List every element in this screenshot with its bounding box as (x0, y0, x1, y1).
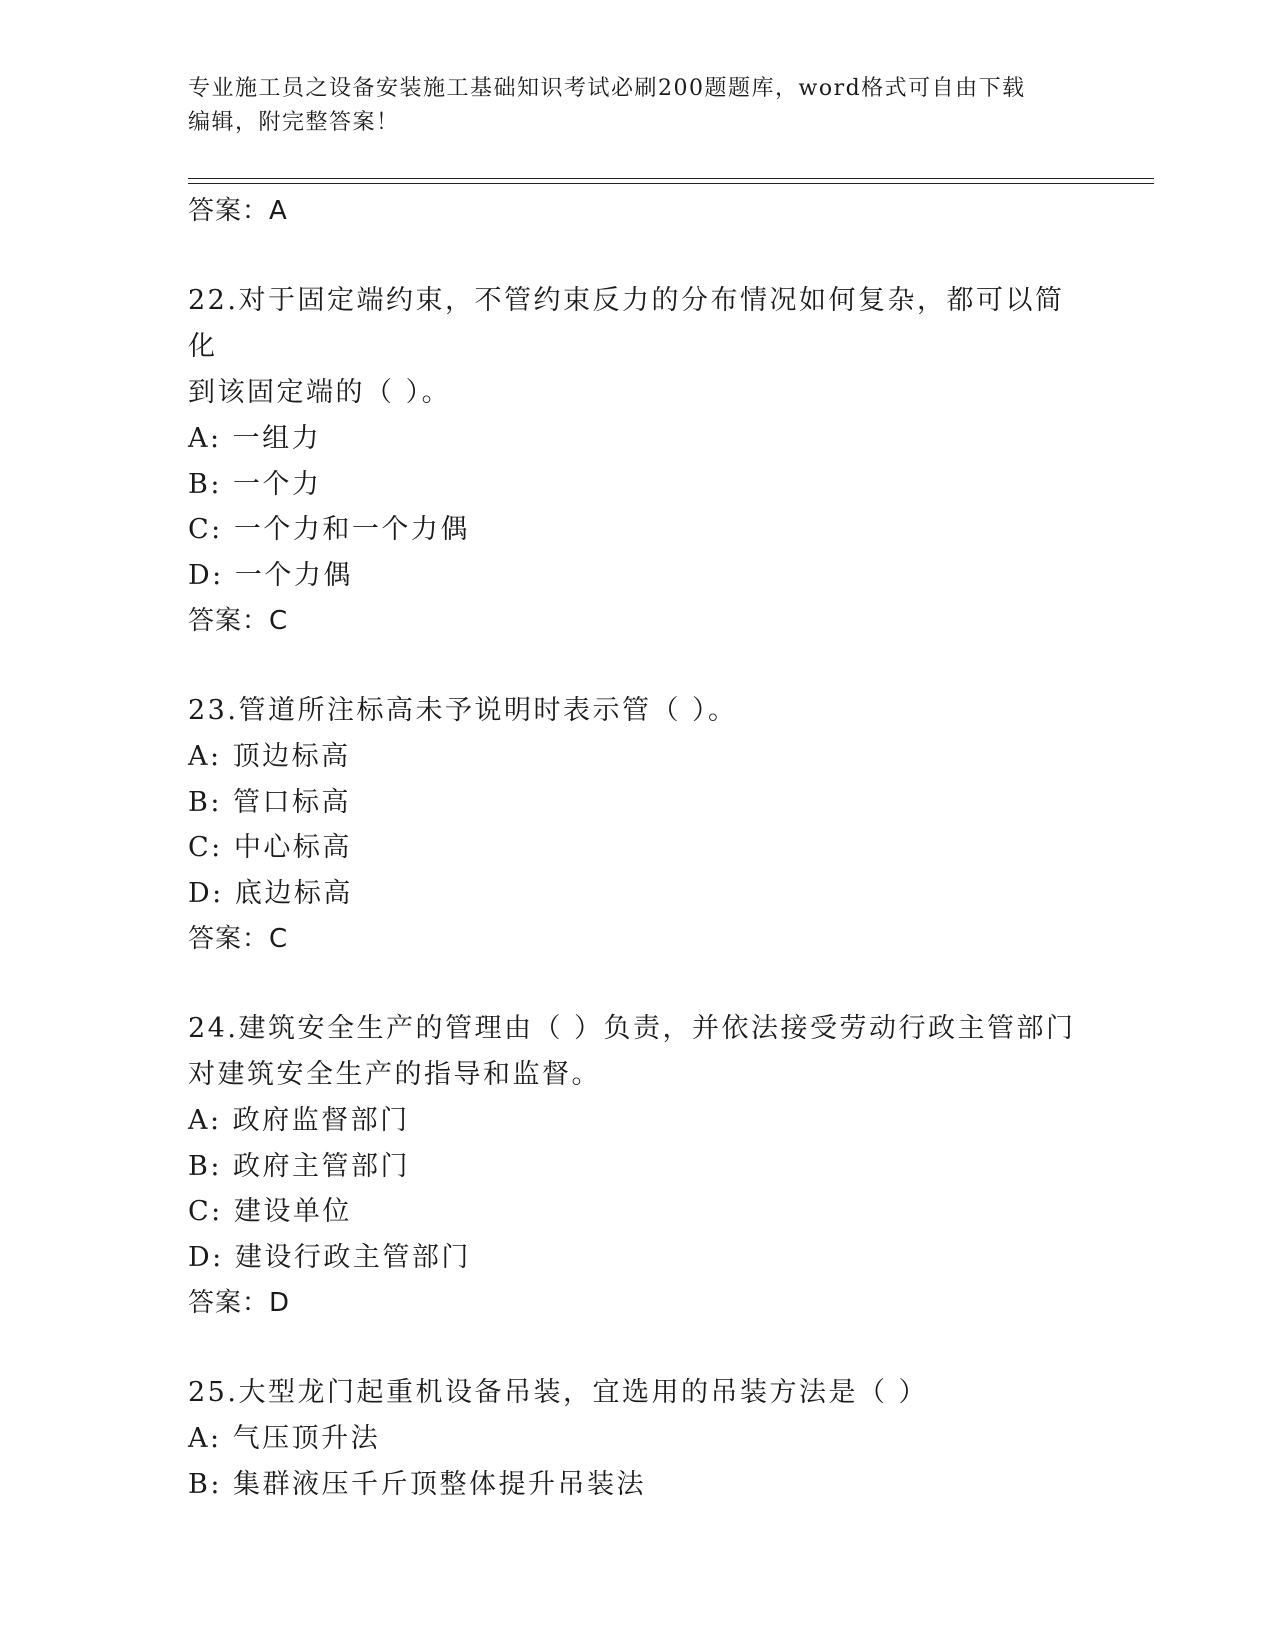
header-line-1: 专业施工员之设备安装施工基础知识考试必刷200题题库，word格式可自由下载 (188, 76, 1026, 101)
option-c: C: 一个力和一个力偶 (188, 514, 470, 545)
question-text: 22.对于固定端约束，不管约束反力的分布情况如何复杂，都可以简化 (188, 285, 1065, 362)
option-b: B: 集群液压千斤顶整体提升吊装法 (188, 1468, 647, 1500)
option-c: C: 建设单位 (188, 1196, 352, 1227)
question-text: 23.管道所注标高未予说明时表示管（ ）。 (188, 695, 738, 726)
question-25 (188, 1370, 1088, 1507)
option-b: B: 管口标高 (188, 786, 352, 818)
question-22 (188, 278, 1088, 644)
answer-line: 答案：C (188, 924, 289, 954)
document-body (188, 188, 1088, 1507)
header-divider-top (188, 178, 1154, 179)
option-a: A: 顶边标高 (188, 741, 351, 772)
option-d: D: 一个力偶 (188, 559, 353, 591)
answer-line: 答案：D (188, 1288, 291, 1318)
question-text: 25.大型龙门起重机设备吊装，宜选用的吊装方法是（ ） (188, 1377, 929, 1408)
option-a: A: 政府监督部门 (188, 1105, 410, 1136)
answer-line: 答案：C (188, 606, 289, 636)
answer-line: 答案：A (188, 196, 288, 226)
option-a: A: 一组力 (188, 423, 322, 454)
option-d: D: 建设行政主管部门 (188, 1241, 471, 1273)
header-line-2: 编辑，附完整答案！ (188, 110, 400, 135)
option-d: D: 底边标高 (188, 877, 353, 909)
question-text-continued: 对建筑安全生产的指导和监督。 (188, 1059, 601, 1090)
question-text-continued: 到该固定端的（ ）。 (188, 377, 452, 408)
question-23 (188, 688, 1088, 962)
question-24 (188, 1006, 1088, 1326)
document-header (188, 72, 1088, 140)
question-text: 24.建筑安全生产的管理由（ ）负责，并依法接受劳动行政主管部门 (188, 1013, 1076, 1044)
option-a: A: 气压顶升法 (188, 1423, 381, 1454)
header-divider-bottom (188, 183, 1154, 184)
option-b: B: 一个力 (188, 468, 322, 500)
option-b: B: 政府主管部门 (188, 1150, 411, 1182)
option-c: C: 中心标高 (188, 832, 352, 863)
